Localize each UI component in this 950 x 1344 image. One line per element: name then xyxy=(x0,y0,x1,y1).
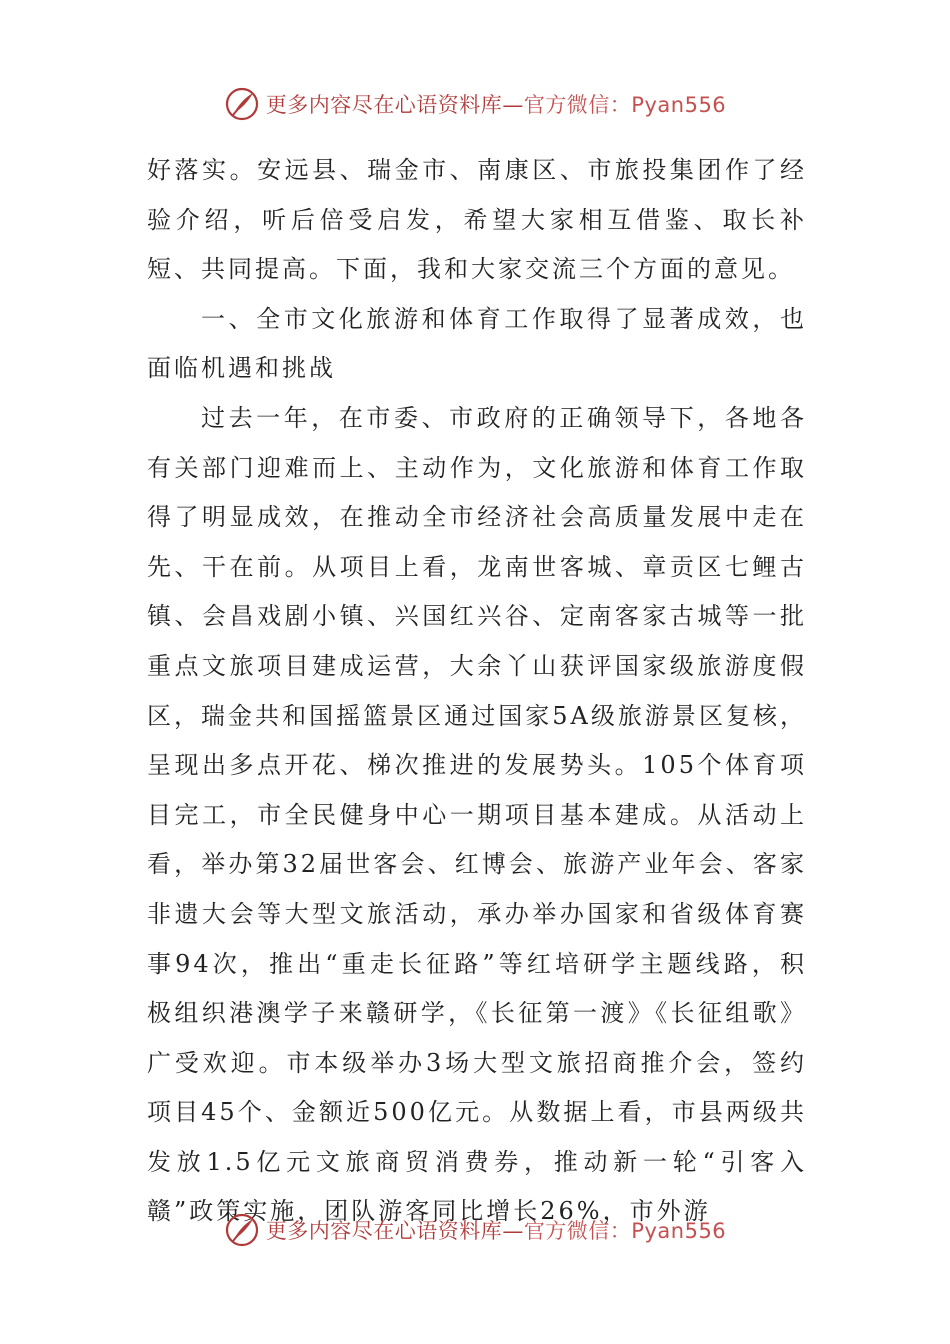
feather-pen-icon xyxy=(224,1212,260,1248)
footer-watermark xyxy=(0,1210,950,1250)
feather-pen-icon xyxy=(224,86,260,122)
watermark-text: 更多内容尽在心语资料库—官方微信：Pyan556 xyxy=(265,93,727,117)
watermark-text: 更多内容尽在心语资料库—官方微信：Pyan556 xyxy=(265,1219,727,1243)
section-heading-1: 一、全市文化旅游和体育工作取得了显著成效，也面临机遇和挑战 xyxy=(147,304,807,383)
paragraph-1: 好落实。安远县、瑞金市、南康区、市旅投集团作了经验介绍，听后倍受启发，希望大家相互借鉴、取长补短、共同提高。下面，我和大家交流三个方面的意见。 xyxy=(147,156,807,284)
document-body xyxy=(147,146,807,1237)
header-watermark xyxy=(0,84,950,124)
paragraph-2: 过去一年，在市委、市政府的正确领导下，各地各有关部门迎难而上、主动作为，文化旅游和体育工作取得了明显成效，在推动全市经济社会高质量发展中走在先、干在前。从项目上看，龙南世客城、章贡区七鲤古镇、会昌戏剧小镇、兴国红兴谷、定南客家古城等一批重点文旅项目建成运营，大余丫山获评国家级旅游度假区，瑞金共和国摇篮景区通过国家5A级旅游景区复核，呈现出多点开花、梯次推进的发展势头。105个体育项目完工，市全民健身中心一期项目基本建成。从活动上看，举办第32届世客会、红博会、旅游产业年会、客家非遗大会等大型文旅活动，承办举办国家和省级体育赛事94次，推出“重走长征路”等红培研学主题线路，积极组织港澳学子来赣研学，《长征第一渡》《长征组歌》广受欢迎。市本级举办3场大型文旅招商推介会，签约项目45个、金额近500亿元。从数据上看，市县两级共发放1.5亿元文旅商贸消费券，推动新一轮“引客入赣”政策实施，团队游客同比增长26%，市外游 xyxy=(147,403,807,1226)
